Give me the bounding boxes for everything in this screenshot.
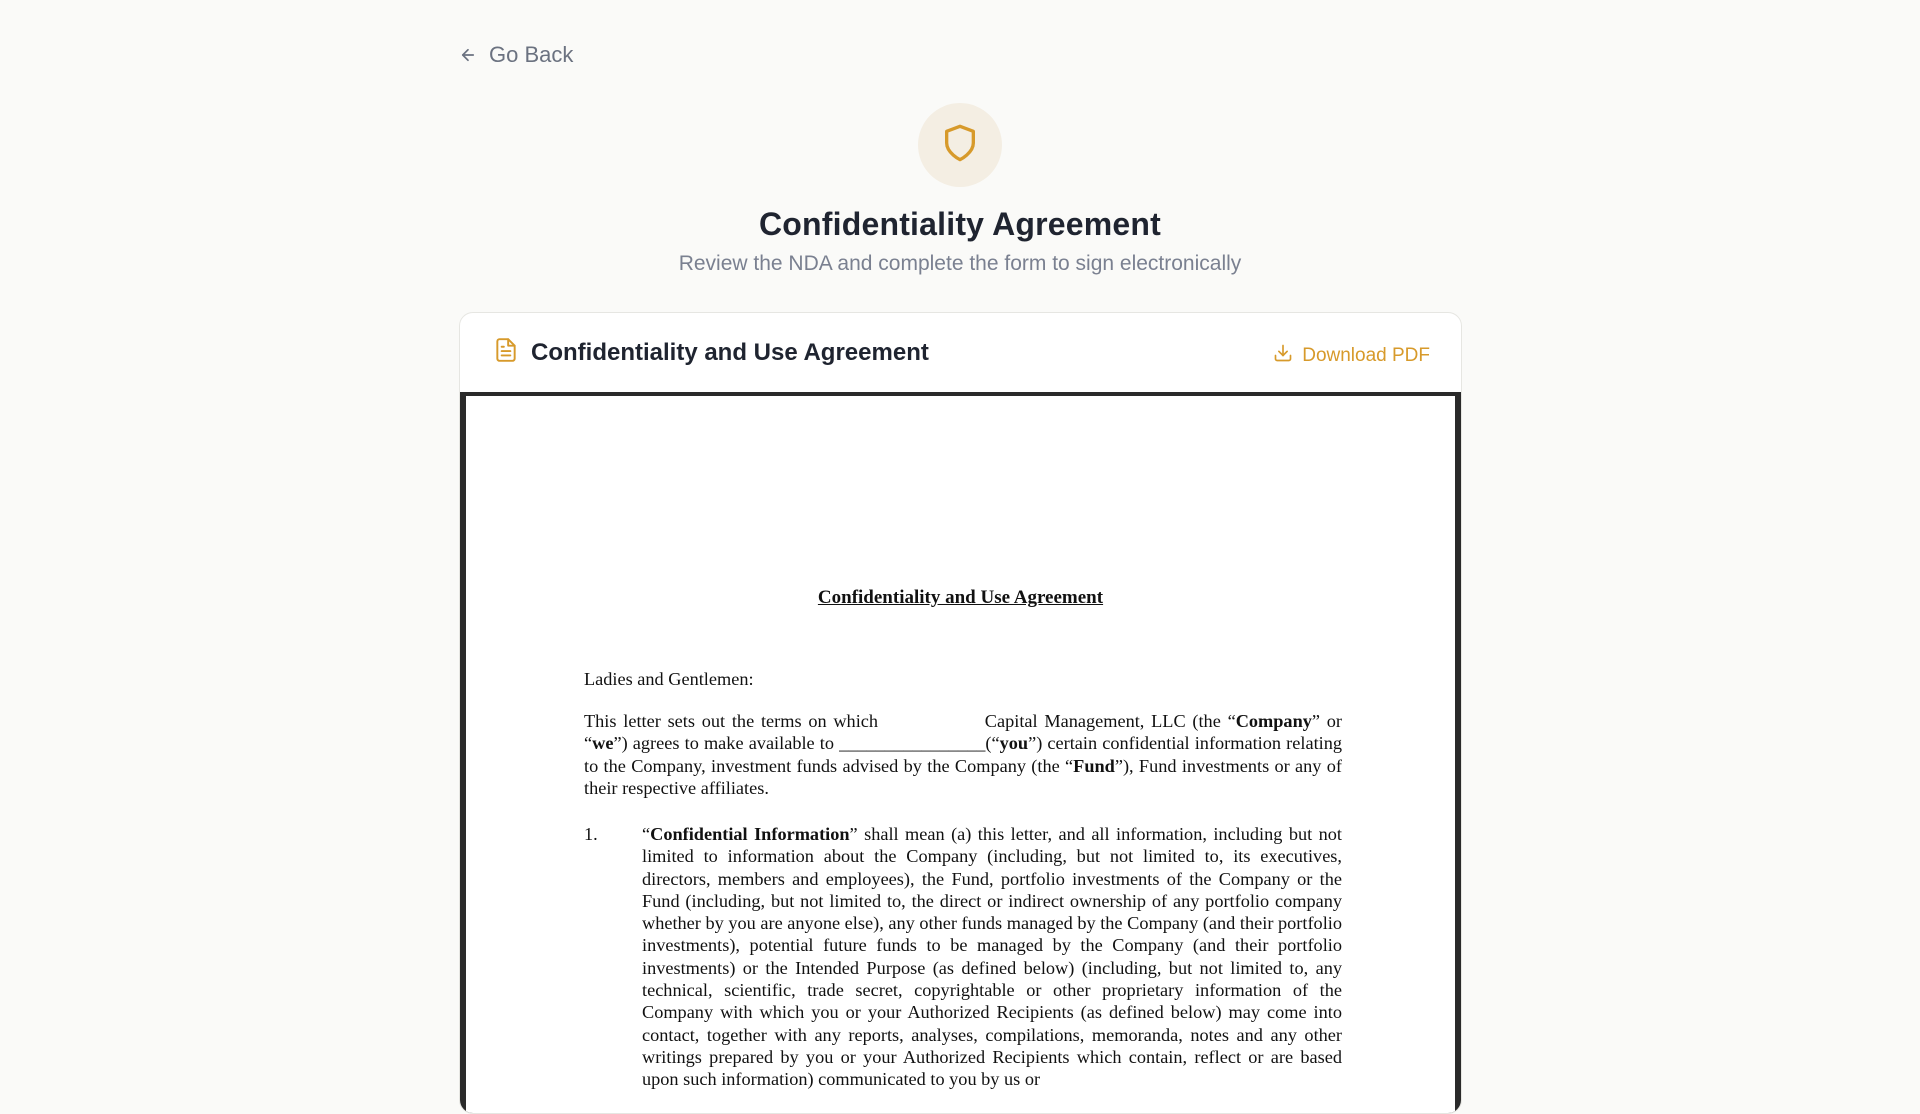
go-back-label: Go Back (489, 42, 574, 67)
page-title: Confidentiality Agreement (758, 206, 1162, 242)
shield-badge (918, 103, 1002, 187)
arrow-left-icon (459, 46, 477, 64)
go-back-link[interactable] (459, 42, 573, 68)
document-icon (493, 336, 519, 369)
download-icon (1273, 343, 1293, 369)
document-clause (584, 823, 1342, 1091)
clause-text: “Confidential Information” shall mean (a) this letter, and all information, including but not limited to information about the Company (including, but not limited to, its executives, directors, members and employees), the Fund, portfolio investments of the Company or the Fund (including, but not limited to, the direct or indirect ownership of any portfolio company whether by you are anyone else), any other funds managed by the Company (and their portfolio investments), potential future funds to be managed by the Company (and their portfolio investments) or the Intended Purpose (as defined below) (including, but not limited to, any technical, scientific, trade secret, copyrightable or other proprietary information of the Company with which you or your Authorized Recipients (as defined below) may come into contact, together with any reports, analyses, compilations, memoranda, notes and any other writings prepared by you or your Authorized Recipients which contain, reflect or are based upon such information) communicated to you by us or (642, 824, 1342, 1090)
document-title: Confidentiality and Use Agreement (817, 587, 1104, 608)
agreement-card (459, 312, 1462, 1114)
document-paragraph: This letter sets out the terms on which Capital Management, LLC (the “Company” or “we”) agrees to make available to ________________(“you”) certain confidential information relating to the Company, investment funds advised by the Company (the “Fund”), Fund investments or any of their respective affiliates. (584, 711, 1343, 798)
page-subtitle: Review the NDA and complete the form to sign electronically (678, 252, 1242, 275)
shield-icon (940, 123, 980, 168)
pdf-viewer[interactable] (460, 392, 1461, 1114)
card-title: Confidentiality and Use Agreement (531, 338, 929, 366)
download-pdf-button[interactable] (1273, 343, 1430, 369)
pdf-page (466, 396, 1455, 1114)
document-salutation: Ladies and Gentlemen: (584, 669, 754, 689)
clause-number: 1. (584, 824, 598, 844)
card-header (460, 313, 1461, 393)
download-pdf-label: Download PDF (1302, 344, 1430, 366)
